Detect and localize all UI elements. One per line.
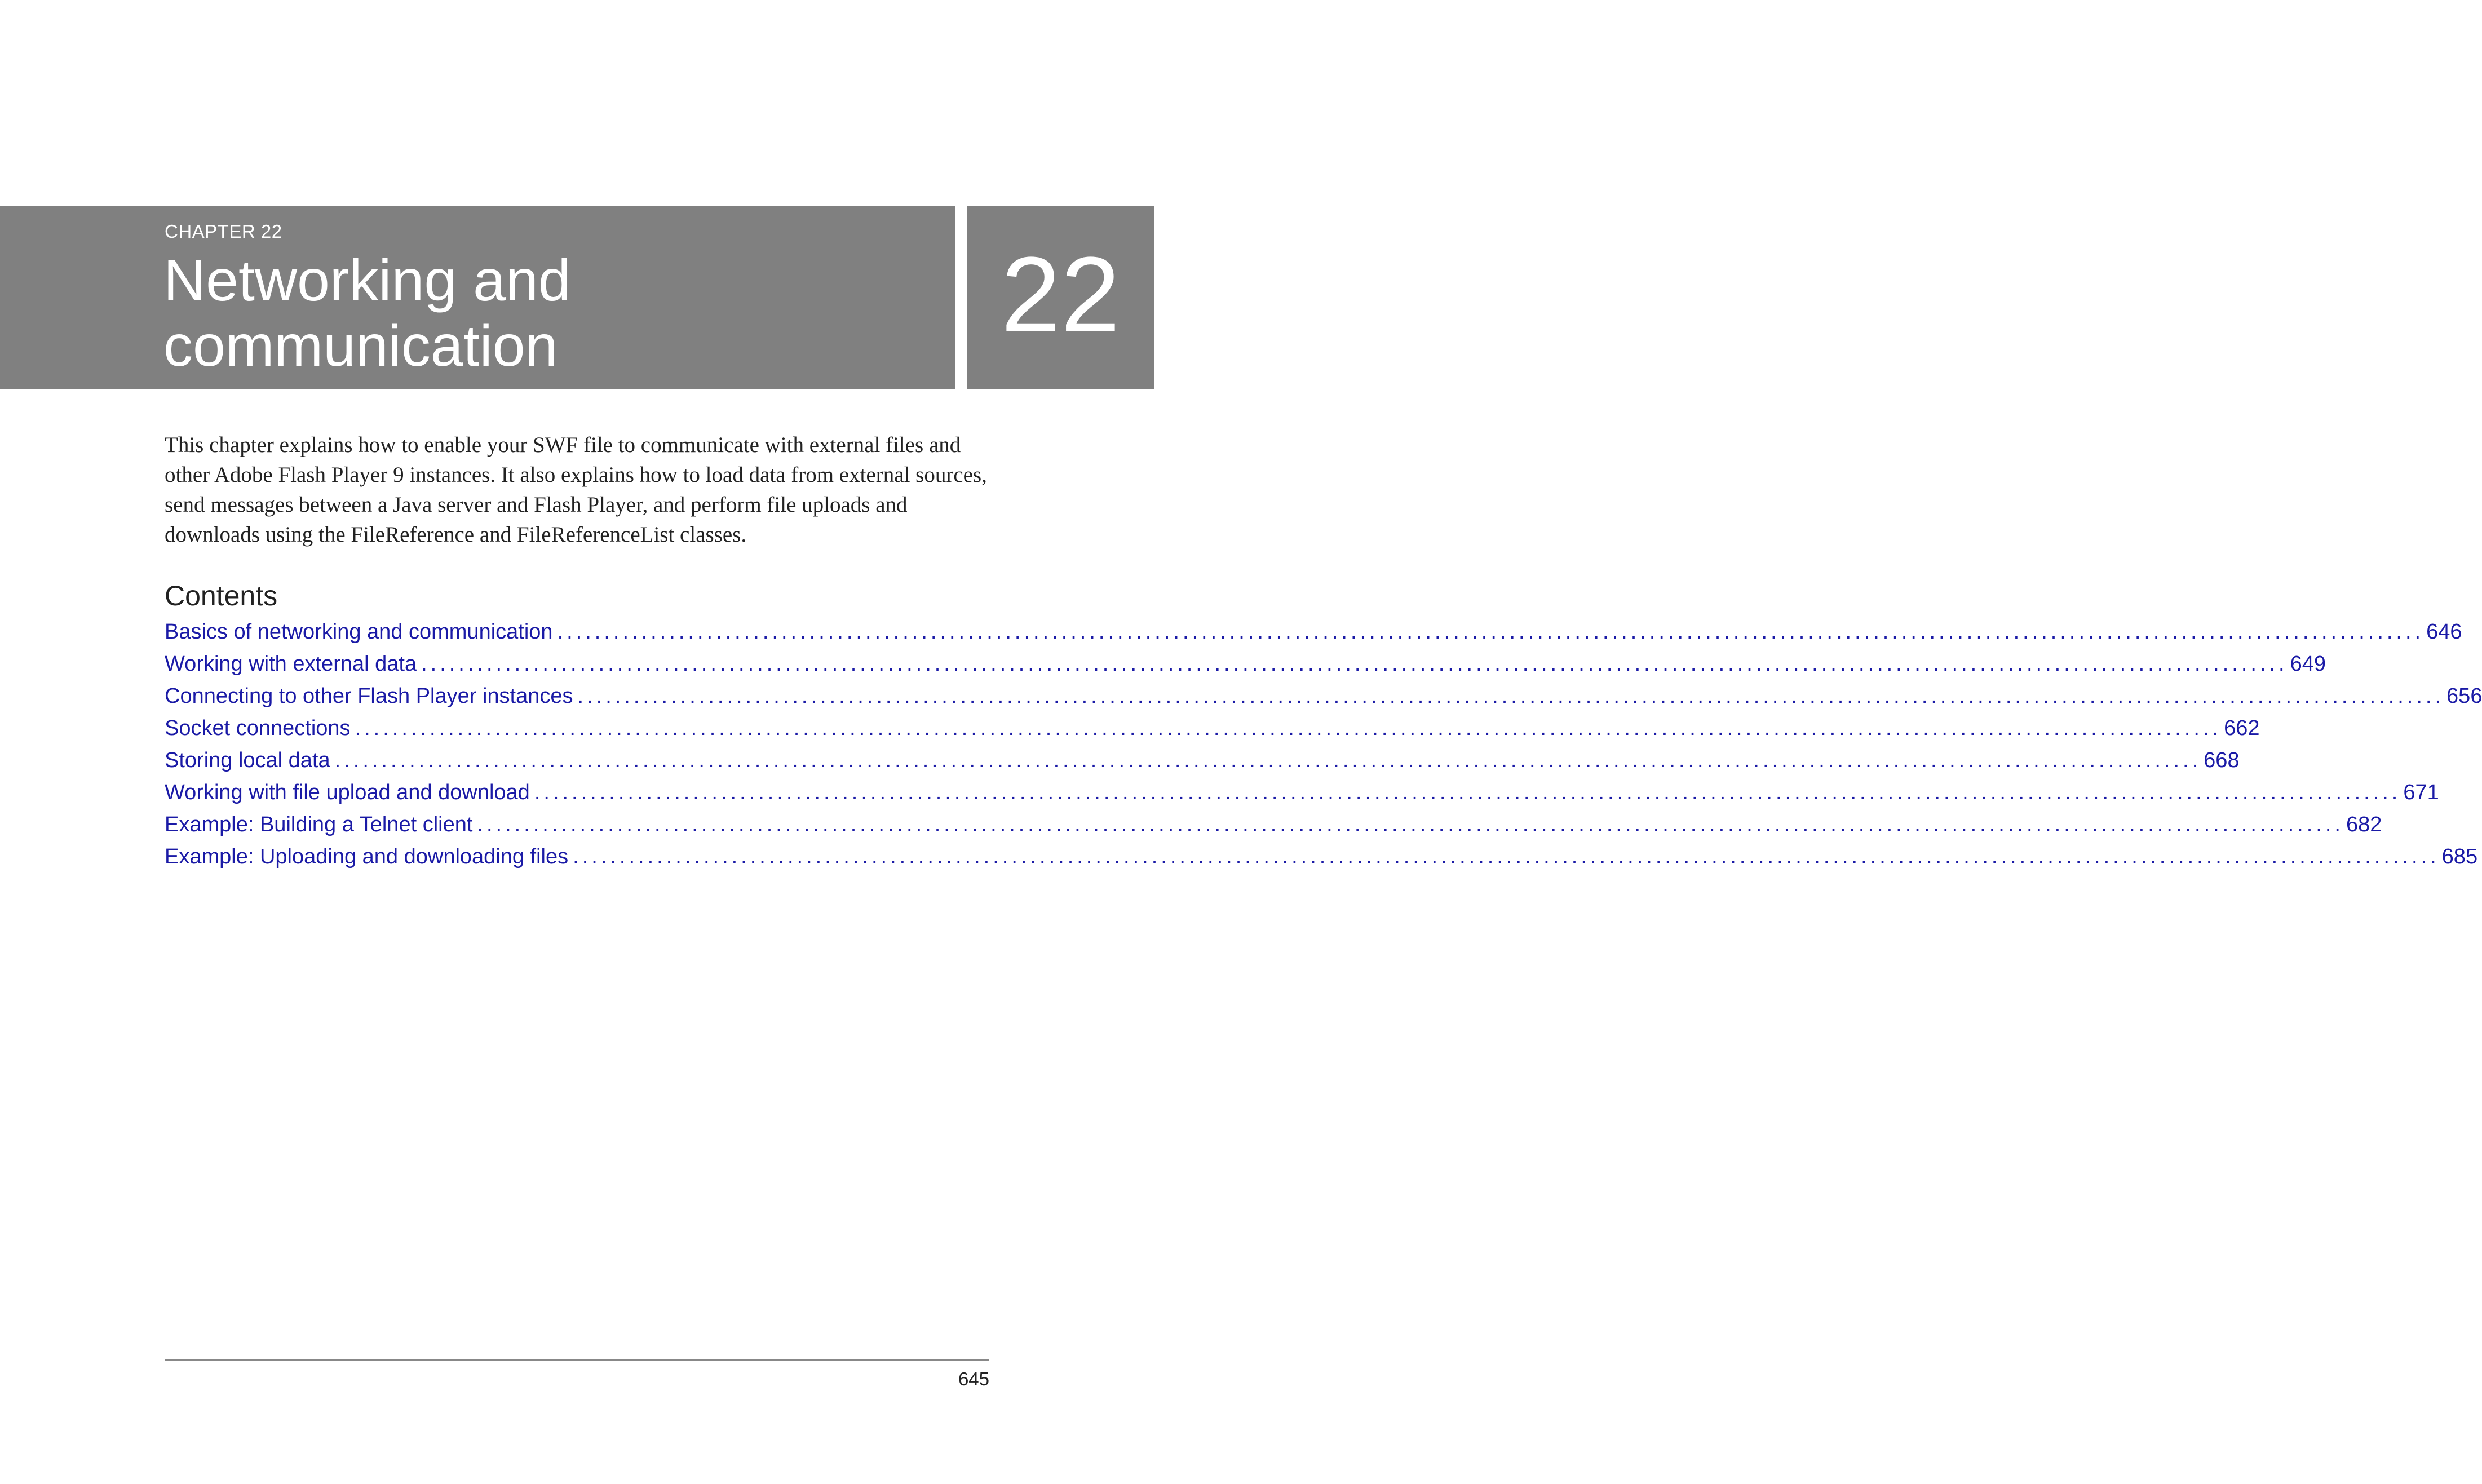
toc-item-socket-connections[interactable] [165,716,2260,748]
toc-item-title: Working with file upload and download [165,781,530,804]
toc-dot-leader: ........................................................................................................................................................................................................ [334,748,2202,772]
toc-item-page: 656 [2446,684,2482,708]
toc-item-page: 662 [2224,716,2260,740]
toc-item-title: Working with external data [165,652,417,676]
toc-item-flash-player-instances[interactable] [165,684,2482,716]
toc-dot-leader: ........................................................................................................................................................................................................ [421,652,2288,676]
table-of-contents [165,620,2482,877]
toc-dot-leader: ........................................................................................................................................................................................................ [573,845,2440,869]
toc-dot-leader: ........................................................................................................................................................................................................ [534,781,2401,804]
toc-item-local-data[interactable] [165,748,2240,781]
toc-item-title: Storing local data [165,748,330,772]
toc-item-page: 685 [2441,845,2478,869]
toc-item-page: 646 [2426,620,2462,644]
toc-item-title: Connecting to other Flash Player instances [165,684,573,708]
toc-item-page: 649 [2290,652,2326,676]
toc-dot-leader: ........................................................................................................................................................................................................ [477,813,2344,836]
toc-item-title: Example: Uploading and downloading files [165,845,569,869]
toc-item-title: Socket connections [165,716,351,740]
toc-item-uploading-downloading[interactable] [165,845,2478,877]
intro-paragraph: This chapter explains how to enable your SWF file to communicate with external files and other Adobe Flash Player 9 instances. It also explains how to load data from external sources, send messages between a Java server and Flash Player, and perform file uploads and downloads using the FileReference and FileReferenceList classes. [165,433,987,547]
toc-item-external-data[interactable] [165,652,2326,684]
toc-item-file-upload-download[interactable] [165,781,2439,813]
chapter-title [163,248,941,379]
chapter-label: CHAPTER 22 [165,221,282,242]
chapter-title-line-1: Networking and [163,248,571,313]
chapter-number: 22 [1001,235,1121,355]
page-number: 645 [958,1368,989,1389]
footer-rule [165,1359,989,1361]
chapter-title-line-2: communication [163,313,558,379]
contents-heading: Contents [165,580,278,612]
toc-item-page: 671 [2403,781,2439,804]
toc-item-basics[interactable] [165,620,2462,652]
toc-dot-leader: ........................................................................................................................................................................................................ [557,620,2425,644]
toc-item-telnet-client[interactable] [165,813,2382,845]
toc-item-title: Basics of networking and communication [165,620,553,644]
toc-dot-leader: ........................................................................................................................................................................................................ [355,716,2222,740]
toc-item-title: Example: Building a Telnet client [165,813,473,836]
toc-item-page: 682 [2346,813,2382,836]
toc-item-page: 668 [2204,748,2240,772]
toc-dot-leader: ........................................................................................................................................................................................................ [577,684,2445,708]
